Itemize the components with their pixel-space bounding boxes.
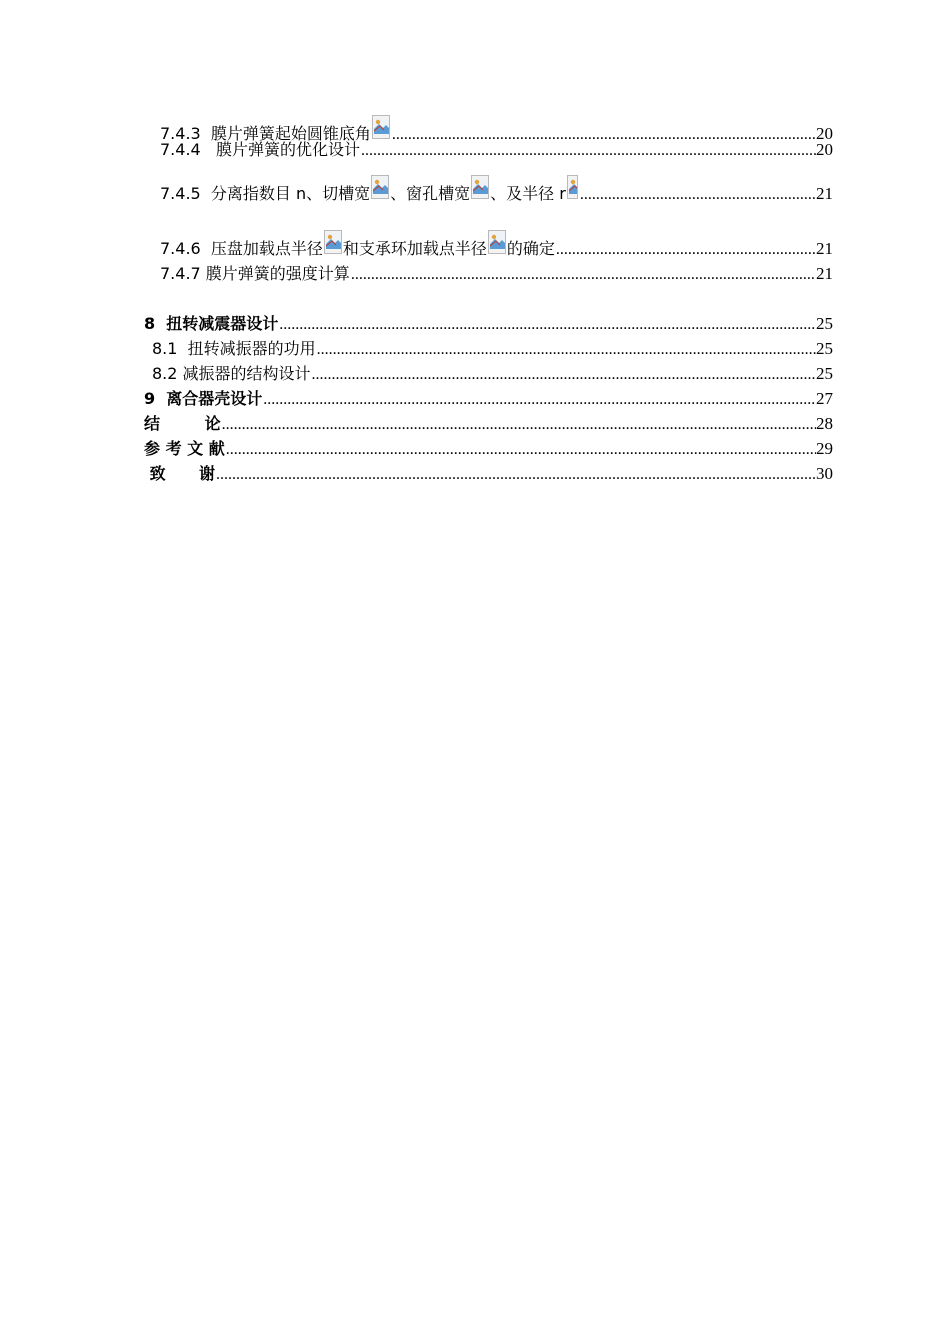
toc-entry-title-text: 、及半径 r: [490, 184, 566, 203]
toc-entry[interactable]: [144, 388, 833, 410]
toc-entry-title-text: 9 离合器壳设计: [144, 389, 263, 408]
toc-entry-title-text: 7.4.7 膜片弹簧的强度计算: [160, 264, 350, 283]
broken-image-icon: [371, 175, 389, 199]
toc-entry-title: [152, 338, 316, 360]
toc-entry[interactable]: [160, 115, 833, 143]
dot-leader: [263, 389, 816, 411]
toc-entry[interactable]: [160, 175, 833, 203]
dot-leader: [279, 314, 816, 336]
toc-entry[interactable]: [152, 363, 833, 385]
toc-entry-title: [144, 463, 215, 485]
dot-leader: [351, 264, 816, 286]
broken-image-icon: [488, 230, 506, 254]
toc-page-number: 25: [816, 364, 833, 383]
dot-leader: [222, 414, 816, 436]
toc-entry-title-text: 7.4.5 分离指数目 n、切槽宽: [160, 184, 371, 203]
toc-page-number: 28: [816, 414, 833, 433]
toc-page-number: 29: [816, 439, 833, 458]
dot-leader: [317, 339, 816, 361]
toc-entry[interactable]: [144, 463, 833, 485]
dot-leader: [226, 439, 816, 461]
toc-entry[interactable]: [144, 313, 833, 335]
dot-leader: [556, 239, 816, 261]
dot-leader: [580, 184, 816, 206]
toc-entry[interactable]: [152, 338, 833, 360]
toc-entry[interactable]: [160, 263, 833, 285]
broken-image-icon: [567, 175, 578, 199]
table-of-contents: [0, 0, 950, 520]
toc-page-number: 20: [816, 124, 833, 143]
toc-entry[interactable]: [144, 413, 833, 435]
toc-page-number: 21: [816, 184, 833, 203]
toc-entry-title-text: 8 扭转减震器设计: [144, 314, 279, 333]
broken-image-icon: [471, 175, 489, 199]
toc-page-number: 30: [816, 464, 833, 483]
broken-image-icon: [372, 115, 390, 139]
toc-page-number: 25: [816, 339, 833, 358]
toc-entry-title-text: 8.2 减振器的结构设计: [152, 364, 311, 383]
toc-page-number: 27: [816, 389, 833, 408]
toc-entry-title: [160, 139, 360, 161]
toc-entry-title-text: 8.1 扭转减振器的功用: [152, 339, 316, 358]
broken-image-icon: [324, 230, 342, 254]
toc-entry-title-text: 致 谢: [144, 464, 215, 483]
toc-page-number: 20: [816, 140, 833, 159]
toc-entry-title: [144, 413, 221, 435]
toc-entry-title-text: 7.4.4 膜片弹簧的优化设计: [160, 140, 360, 159]
toc-entry[interactable]: [144, 438, 833, 460]
toc-entry-title: [144, 438, 225, 460]
toc-entry-title-text: 参 考 文 献: [144, 439, 225, 458]
toc-page-number: 21: [816, 264, 833, 283]
toc-page-number: 21: [816, 239, 833, 258]
toc-entry[interactable]: [160, 230, 833, 258]
dot-leader: [216, 464, 816, 486]
toc-entry[interactable]: [160, 139, 833, 161]
toc-entry-title: [160, 230, 555, 260]
toc-entry-title: [144, 388, 262, 410]
toc-entry-title: [160, 175, 579, 205]
dot-leader: [361, 140, 816, 162]
toc-entry-title-text: 结 论: [144, 414, 221, 433]
toc-page-number: 25: [816, 314, 833, 333]
toc-entry-title-text: 、窗孔槽宽: [390, 184, 471, 203]
toc-entry-title-text: 7.4.6 压盘加载点半径: [160, 239, 323, 258]
toc-entry-title: [152, 363, 311, 385]
dot-leader: [312, 364, 816, 386]
toc-entry-title-text: 和支承环加载点半径: [342, 239, 487, 258]
toc-entry-title: [144, 313, 278, 335]
toc-entry-title: [160, 263, 350, 285]
toc-entry-title-text: 7.4.3 膜片弹簧起始圆锥底角: [160, 124, 371, 143]
toc-entry-title-text: 的确定: [506, 239, 555, 258]
